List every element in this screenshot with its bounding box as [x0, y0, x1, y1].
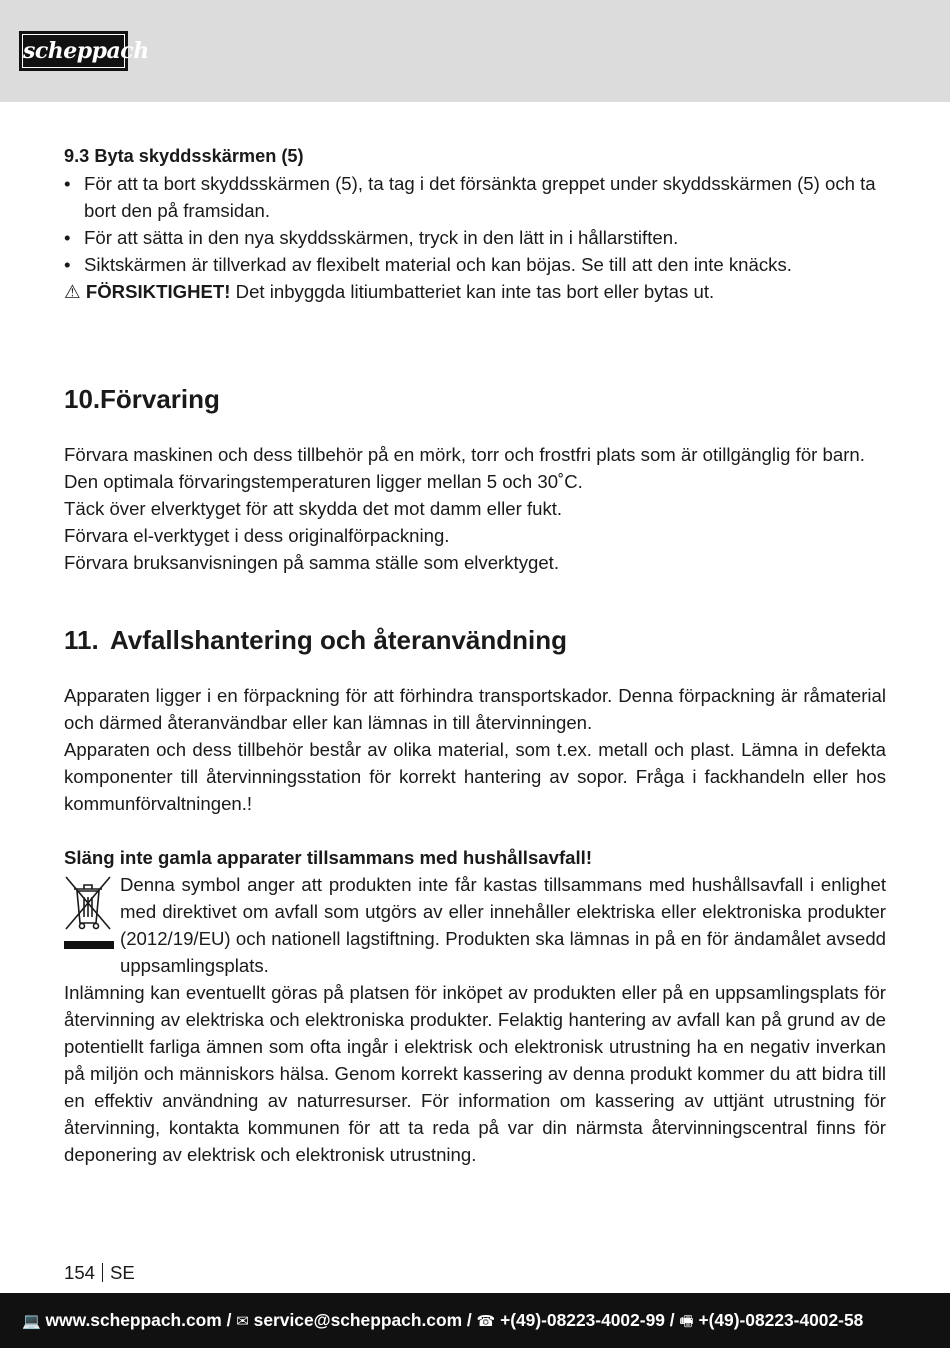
caution-label: FÖRSIKTIGHET!: [85, 281, 231, 302]
caution-note: [64, 278, 886, 305]
crossed-out-wheelie-bin-icon: [64, 875, 116, 953]
section-11-paragraph: Apparaten och dess tillbehör består av olika material, som t.ex. metall och plast. Lämna in defekta komponenter till återvinningsstation för korrekt hantering av sopor. Fråga i fackhandeln eller hos kommunförvaltningen.!: [64, 739, 886, 814]
page-header: [0, 0, 950, 102]
phone-number: +(49)-08223-4002-99: [500, 1310, 665, 1330]
section-10-heading: 10. Förvaring: [64, 384, 220, 414]
envelope-icon: ✉: [236, 1312, 249, 1330]
section-10-paragraph: Täck över elverktyget för att skydda det mot damm eller fukt.: [64, 498, 563, 519]
weee-text: Denna symbol anger att produkten inte får kastas tillsammans med hushållsavfall i enlighet med direktivet om avfall som utgörs av eller innehåller elektriska eller elektroniska produkter (2012/19/EU) och nationell lagstiftning. Produkten ska lämnas in på en för ändamålet avsedd uppsamlingsplats.: [120, 874, 886, 976]
bullet-item: • För att sätta in den nya skyddsskärmen, tryck in den lätt in i hållarstiften.: [64, 227, 679, 248]
bullet-item: • För att ta bort skyddsskärmen (5), ta tag i det försänkta greppet under skyddsskärmen (5) och ta bort den på framsidan.: [64, 173, 876, 221]
computer-icon: 💻: [22, 1312, 41, 1330]
section-11-heading: 11. Avfallshantering och återanvändning: [64, 625, 568, 655]
email-link[interactable]: service@scheppach.com: [253, 1310, 463, 1330]
weee-heading: Släng inte gamla apparater tillsammans med hushållsavfall!: [64, 847, 593, 868]
fax-number: +(49)-08223-4002-58: [698, 1310, 864, 1330]
phone-icon: ☎: [476, 1312, 496, 1330]
section-10-paragraph: Förvara el-verktyget i dess originalförpackning.: [64, 525, 450, 546]
website-link[interactable]: www.scheppach.com: [45, 1310, 222, 1330]
weee-block: [64, 871, 886, 979]
caution-text: Det inbyggda litiumbatteriet kan inte tas bort eller bytas ut.: [230, 281, 715, 302]
warning-icon: ⚠: [64, 281, 81, 302]
section-9-3-heading: 9.3 Byta skyddsskärmen (5): [64, 146, 304, 166]
page-footer: 💻 www.scheppach.com / ✉ service@scheppach.com / ☎ +(49)-08223-4002-99 / 🖷 +(49)-08223-4002-58: [0, 1293, 950, 1348]
fax-icon: 🖷: [679, 1312, 694, 1330]
section-10-paragraph: Förvara bruksanvisningen på samma ställe som elverktyget.: [64, 552, 560, 573]
page-number: 154 SE: [64, 1262, 135, 1283]
section-10-paragraph: Förvara maskinen och dess tillbehör på en mörk, torr och frostfri plats som är otillgänglig för barn. Den optimala förvaringstemperaturen ligger mellan 5 och 30˚C.: [64, 444, 865, 492]
section-11-paragraph: Apparaten ligger i en förpackning för att förhindra transportskador. Denna förpackning är råmaterial och därmed återanvändbar eller kan lämnas in till återvinningen.: [64, 685, 886, 733]
bullet-item: • Siktskärmen är tillverkad av flexibelt material och kan böjas. Se till att den inte knäcks.: [64, 254, 792, 275]
scheppach-logo: scheppach: [19, 31, 128, 71]
section-11-paragraph: Inlämning kan eventuellt göras på platsen för inköpet av produkten eller på en uppsamlingsplats för återvinning av elektriska och elektroniska produkter. Felaktig hantering av avfall kan på grund av de potentiellt farliga ämnen som ofta ingår i elektrisk och elektronisk utrustning ha en negativ inverkan på miljön och människors hälsa. Genom korrekt kassering av denna produkt kommer du att bidra till en effektiv användning av naturresurser. För information om kassering av uttjänt utrustning för återvinning, kontakta kommunen för att ta reda på var din närmsta återvinningscentral finns för deponering av elektrisk och elektronisk utrustning.: [64, 982, 886, 1165]
page-content: [64, 143, 886, 1168]
